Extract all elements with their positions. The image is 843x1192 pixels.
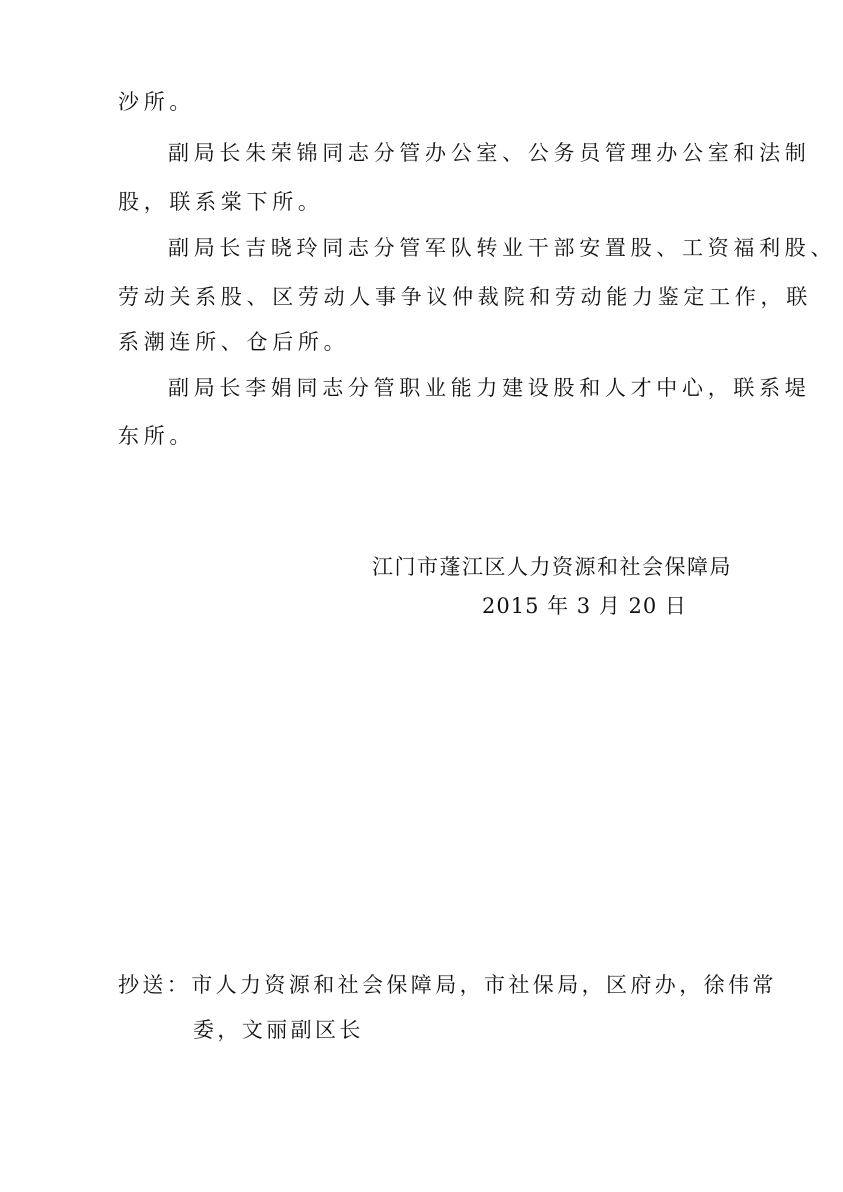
paragraph-line-6: 系潮连所、仓后所。: [118, 330, 350, 354]
paragraph-line-2: 副局长朱荣锦同志分管办公室、公务员管理办公室和法制: [168, 141, 811, 165]
paragraph-line-3: 股，联系棠下所。: [118, 190, 324, 214]
paragraph-line-1: 沙所。: [118, 90, 196, 114]
copy-to-line-1: 抄送：市人力资源和社会保障局，市社保局，区府办，徐伟常: [118, 973, 777, 997]
paragraph-line-8: 东所。: [118, 424, 196, 448]
signature-date: 2015 年 3 月 20 日: [482, 594, 687, 618]
copy-to-line-2: 委，文丽副区长: [193, 1018, 364, 1042]
paragraph-line-4: 副局长吉晓玲同志分管军队转业干部安置股、工资福利股、: [168, 236, 837, 260]
paragraph-line-5: 劳动关系股、区劳动人事争议仲裁院和劳动能力鉴定工作，联: [118, 285, 812, 309]
signature-organization: 江门市蓬江区人力资源和社会保障局: [372, 555, 732, 579]
paragraph-line-7: 副局长李娟同志分管职业能力建设股和人才中心，联系堤: [168, 376, 811, 400]
